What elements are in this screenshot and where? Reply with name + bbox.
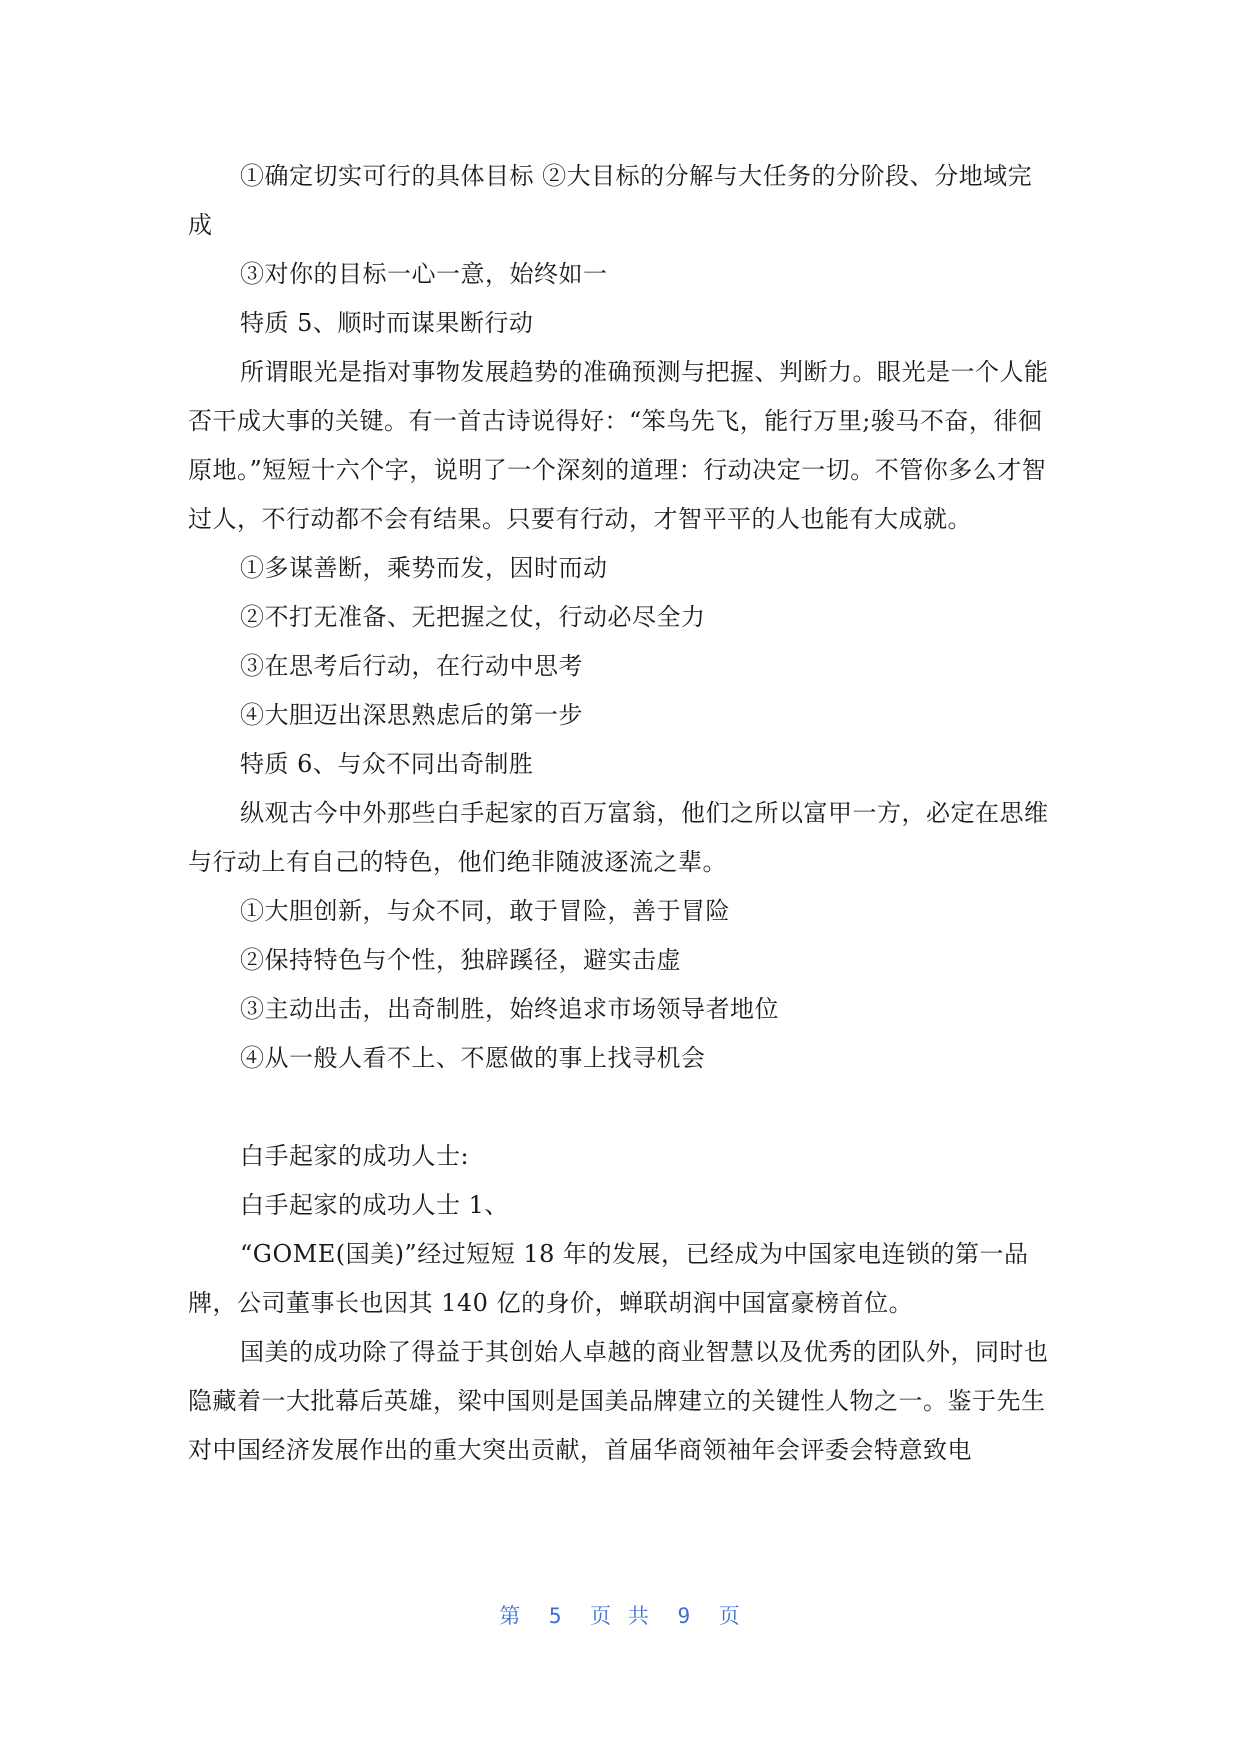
body-paragraph: “GOME(国美)”经过短短 18 年的发展，已经成为中国家电连锁的第一品牌，公司董事长也因其 140 亿的身价，蝉联胡润中国富豪榜首位。 [188,1240,1029,1317]
list-item: ①多谋善断，乘势而发，因时而动 [240,554,608,582]
body-paragraph: 国美的成功除了得益于其创始人卓越的商业智慧以及优秀的团队外，同时也隐藏着一大批幕后英雄，梁中国则是国美品牌建立的关键性人物之一。鉴于先生对中国经济发展作出的重大突出贡献，首届华商领袖年会评委会特意致电 [188,1338,1049,1464]
list-item: ③主动出击，出奇制胜，始终追求市场领导者地位 [240,995,779,1023]
section-heading: 特质 6、与众不同出奇制胜 [240,750,534,778]
list-item: ③对你的目标一心一意，始终如一 [240,260,608,288]
body-paragraph: 纵观古今中外那些白手起家的百万富翁，他们之所以富甲一方，必定在思维与行动上有自己的特色，他们绝非随波逐流之辈。 [188,799,1049,876]
footer-label-di: 第 [499,1604,523,1628]
list-item: ③在思考后行动，在行动中思考 [240,652,583,680]
list-item: ①确定切实可行的具体目标 ②大目标的分解与大任务的分阶段、分地域完成 [188,162,1033,239]
section-heading: 白手起家的成功人士: [240,1142,470,1170]
subsection-heading: 白手起家的成功人士 1、 [240,1191,509,1219]
list-item: ①大胆创新，与众不同，敢于冒险，善于冒险 [240,897,730,925]
list-item: ②不打无准备、无把握之仗，行动必尽全力 [240,603,706,631]
current-page-number: 5 [548,1604,564,1628]
body-paragraph: 所谓眼光是指对事物发展趋势的准确预测与把握、判断力。眼光是一个人能否干成大事的关键。有一首古诗说得好：“笨鸟先飞，能行万里;骏马不奋，徘徊原地。”短短十六个字，说明了一个深刻的道理：行动决定一切。不管你多么才智过人，不行动都不会有结果。只要有行动，才智平平的人也能有大成就。 [188,358,1049,533]
page-footer [0,1600,1241,1630]
section-heading: 特质 5、顺时而谋果断行动 [240,309,534,337]
list-item: ④从一般人看不上、不愿做的事上找寻机会 [240,1044,706,1072]
section-gap [188,1083,1054,1132]
list-item: ④大胆迈出深思熟虑后的第一步 [240,701,583,729]
footer-label-ye-gong: 页 共 [590,1604,651,1628]
document-body [188,152,1054,1475]
footer-label-ye: 页 [718,1604,742,1628]
total-pages-number: 9 [677,1604,693,1628]
list-item: ②保持特色与个性，独辟蹊径，避实击虚 [240,946,681,974]
